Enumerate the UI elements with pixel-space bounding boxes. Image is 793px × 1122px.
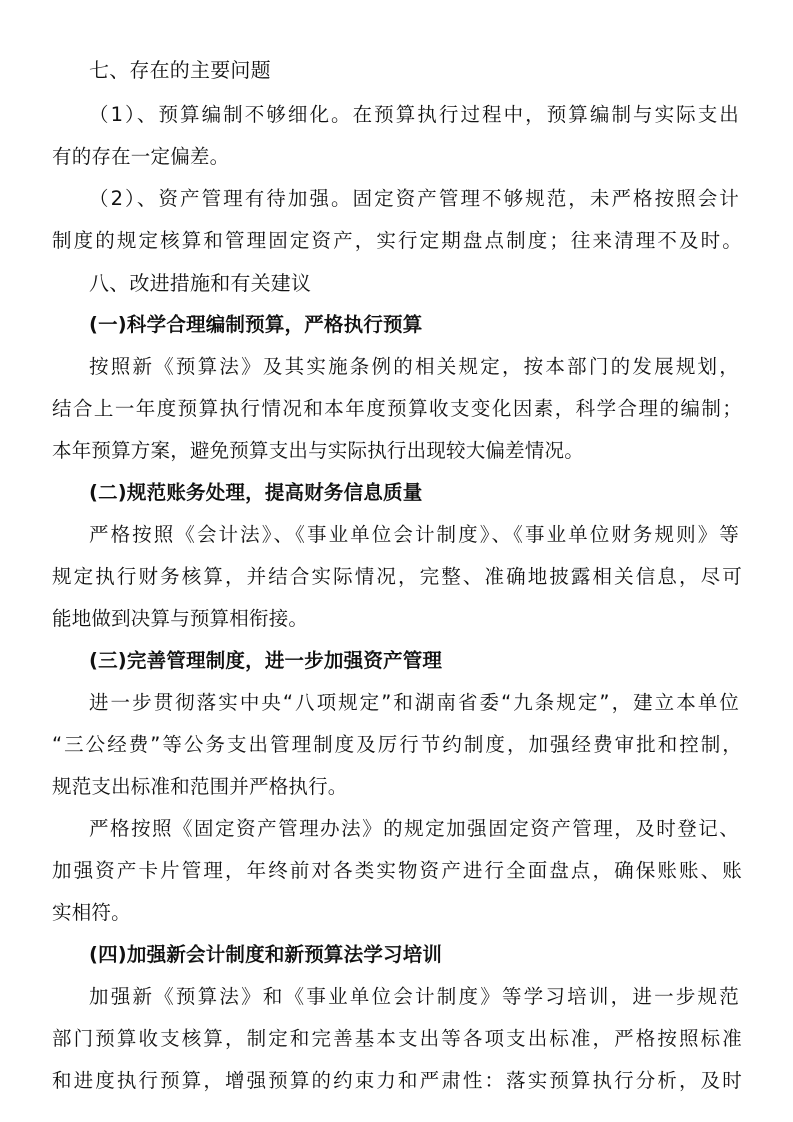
paragraph-line: （1）、预算编制不够细化。在预算执行过程中，预算编制与实际支出 bbox=[89, 103, 739, 126]
paragraph-line: 加强资产卡片管理，年终前对各类实物资产进行全面盘点，确保账账、账 bbox=[52, 859, 742, 882]
paragraph-line: 实相符。 bbox=[52, 901, 131, 924]
paragraph-line: 按照新《预算法》及其实施条例的相关规定，按本部门的发展规划， bbox=[89, 355, 739, 378]
subsection-title-1: (一)科学合理编制预算，严格执行预算 bbox=[89, 313, 423, 336]
section-heading-8: 八、改进措施和有关建议 bbox=[89, 271, 312, 295]
paragraph-line: 规范支出标准和范围并严格执行。 bbox=[52, 775, 348, 798]
paragraph-line: 严格按照《固定资产管理办法》的规定加强固定资产管理，及时登记、 bbox=[89, 817, 739, 840]
subsection-title-4: (四)加强新会计制度和新预算法学习培训 bbox=[89, 943, 443, 966]
paragraph-line: （2）、资产管理有待加强。固定资产管理不够规范，未严格按照会计 bbox=[89, 187, 739, 210]
paragraph-line: 制度的规定核算和管理固定资产，实行定期盘点制度；往来清理不及时。 bbox=[52, 229, 742, 252]
paragraph-line: 规定执行财务核算，并结合实际情况，完整、准确地披露相关信息，尽可 bbox=[52, 565, 742, 588]
paragraph-line: 有的存在一定偏差。 bbox=[52, 145, 230, 168]
paragraph-line: 进一步贯彻落实中央“八项规定”和湖南省委“九条规定”，建立本单位 bbox=[89, 691, 739, 714]
paragraph-line: “三公经费”等公务支出管理制度及厉行节约制度，加强经费审批和控制， bbox=[52, 733, 742, 756]
paragraph-line: 本年预算方案，避免预算支出与实际执行出现较大偏差情况。 bbox=[52, 439, 584, 462]
paragraph-line: 部门预算收支核算，制定和完善基本支出等各项支出标准，严格按照标准 bbox=[52, 1027, 742, 1050]
paragraph-line: 能地做到决算与预算相衔接。 bbox=[52, 607, 309, 630]
paragraph-line: 结合上一年度预算执行情况和本年度预算收支变化因素，科学合理的编制； bbox=[52, 397, 742, 420]
paragraph-line: 加强新《预算法》和《事业单位会计制度》等学习培训，进一步规范 bbox=[89, 985, 739, 1008]
paragraph-line: 严格按照《会计法》、《事业单位会计制度》、《事业单位财务规则》等 bbox=[89, 523, 739, 546]
section-heading-7: 七、存在的主要问题 bbox=[89, 58, 271, 82]
paragraph-line: 和进度执行预算，增强预算的约束力和严肃性：落实预算执行分析，及时 bbox=[52, 1069, 742, 1092]
subsection-title-3: (三)完善管理制度，进一步加强资产管理 bbox=[89, 649, 443, 672]
subsection-title-2: (二)规范账务处理，提高财务信息质量 bbox=[89, 481, 423, 504]
